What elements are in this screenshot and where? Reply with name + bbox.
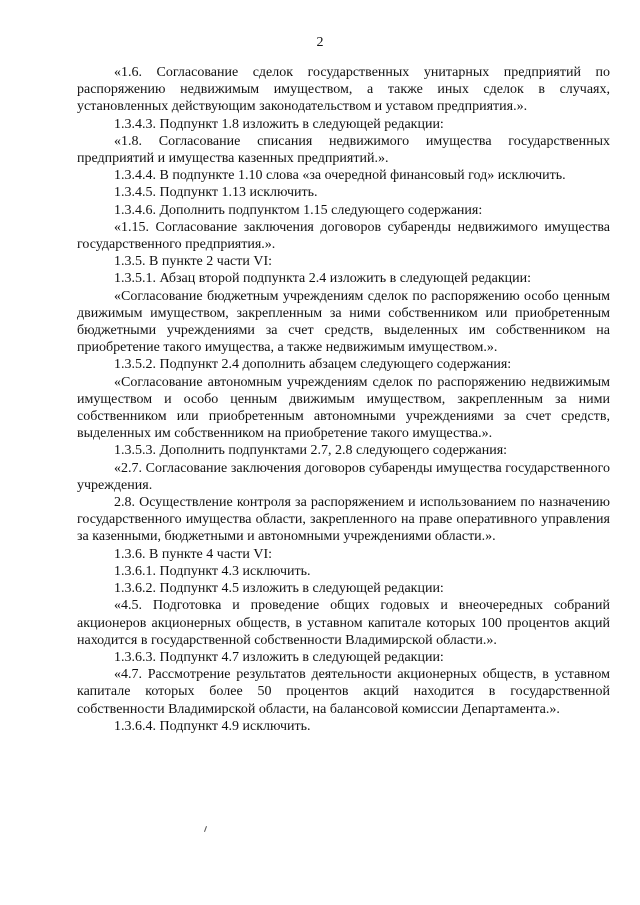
paragraph: 1.3.5.1. Абзац второй подпункта 2.4 изложить в следующей редакции: [114, 271, 532, 287]
paragraph: «1.15. Согласование заключения договоров субаренды недвижимого имущества государственного предприятия.». [77, 219, 610, 253]
paragraph: 1.3.5.2. Подпункт 2.4 дополнить абзацем следующего содержания: [114, 357, 512, 373]
paragraph: «4.7. Рассмотрение результатов деятельности акционерных обществ, в уставном капитале которых более 50 процентов акций находится в государственной собственности Владимирской области, на балансовой комиссии Департамента.». [77, 667, 610, 717]
paragraph: 1.3.4.5. Подпункт 1.13 исключить. [114, 185, 318, 201]
paragraph: 1.3.6.4. Подпункт 4.9 исключить. [114, 718, 311, 734]
paragraph: «2.7. Согласование заключения договоров субаренды имущества государственного учреждения. [77, 460, 610, 493]
paragraph: 1.3.6.1. Подпункт 4.3 исключить. [114, 563, 311, 579]
paragraph: 1.3.6.3. Подпункт 4.7 изложить в следующей редакции: [114, 649, 444, 665]
paragraph: 1.3.4.6. Дополнить подпунктом 1.15 следующего содержания: [114, 202, 483, 218]
paragraph: «Согласование автономным учреждениям сделок по распоряжению недвижимым имуществом и особо ценным движимым имуществом, закрепленным за ними собственником или приобретенным автономными учреждениями за счет средств, выделенных им собственником на приобретение такого имущества.». [77, 374, 610, 442]
document-body [77, 64, 610, 735]
paragraph: «1.8. Согласование списания недвижимого имущества государственных предприятий и имущества казенных предприятий.». [77, 133, 610, 167]
paragraph: «Согласование бюджетным учреждениям сделок по распоряжению особо ценным движимым имуществом, закрепленным за ними собственником или приобретенным бюджетными учреждениями за счет средств, выделенных им собственником на приобретение такого имущества, а также недвижимым имуществом.». [77, 288, 610, 356]
paragraph: 1.3.5. В пункте 2 части VI: [114, 254, 273, 270]
paragraph: 1.3.4.4. В подпункте 1.10 слова «за очередной финансовый год» исключить. [114, 168, 566, 184]
paragraph: 2.8. Осуществление контроля за распоряжением и использованием по назначению государственного имущества области, закрепленного на праве оперативного управления за казенными, бюджетными и автономными учреждениями области.». [77, 495, 610, 545]
page-number: 2 [316, 35, 324, 50]
paragraph: 1.3.6.2. Подпункт 4.5 изложить в следующей редакции: [114, 581, 444, 597]
paragraph: 1.3.6. В пункте 4 части VI: [114, 546, 273, 562]
paragraph: 1.3.4.3. Подпункт 1.8 изложить в следующей редакции: [114, 116, 444, 132]
scan-speck [204, 826, 207, 832]
paragraph: 1.3.5.3. Дополнить подпунктами 2.7, 2.8 следующего содержания: [114, 443, 508, 459]
paragraph: «4.5. Подготовка и проведение общих годовых и внеочередных собраний акционеров акционерных обществ, в уставном капитале которых 100 процентов акций находится в государственной собственности Владимирской области.». [77, 598, 610, 648]
paragraph: «1.6. Согласование сделок государственных унитарных предприятий по распоряжению недвижимым имуществом, а также иных сделок в случаях, установленных действующим законодательством и уставом предприятия.». [77, 65, 610, 115]
